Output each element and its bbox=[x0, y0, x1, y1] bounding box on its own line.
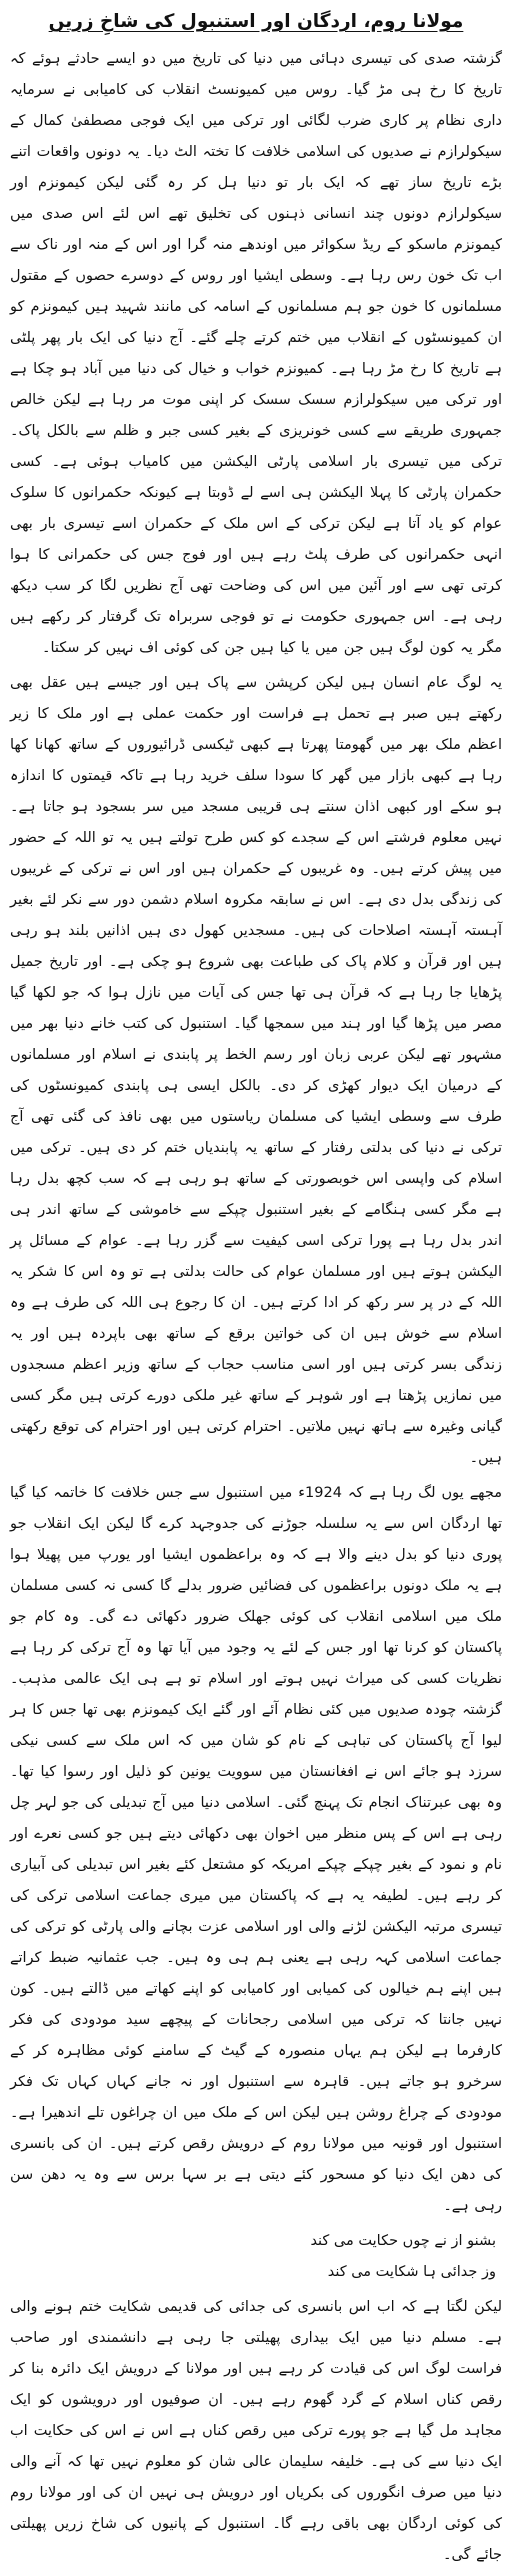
article-closing-paragraph: لیکن لگتا ہے کہ اب اس بانسری کی جدائی کی قدیمی شکایت ختم ہونے والی ہے۔ مسلم دنیا میں ایک بیداری پھیلتی جا رہی ہے دانشمندی اور صاحب فراست لوگ اس کی قیادت کر رہے ہیں اور مولانا کے درویش ایک دائرہ بنا کر رقص کناں اسلام کے گرد گھوم رہے ہیں۔ ان صوفیوں اور درویشوں کو ایک مجاہد مل گیا ہے جو پورے ترکی میں رقص کناں ہے اس نے اس کی حکایت اب ایک دنیا سے کی ہے۔ خلیفہ سلیمان عالی شان کو معلوم نہیں تھا کہ آنے والی دنیا میں صرف انگوروں کی بکریاں اور درویش ہی نہیں ان کی اور مولانا روم کی کوئی اردگان بھی باقی رہے گا۔ استنبول کے پانیوں کی شاخ زریں پھیلتی جائے گی۔ bbox=[10, 2299, 502, 2563]
article-title: مولانا روم، اردگان اور استنبول کی شاخِ زریں bbox=[48, 11, 464, 32]
persian-verse bbox=[10, 2226, 502, 2288]
article-paragraph-2: یہ لوگ عام انسان ہیں لیکن کرپشن سے پاک ہیں اور جیسے ہیں عقل بھی رکھتے ہیں صبر ہے تحمل ہے فراست اور حکمت عملی ہے اور ملک کا زیر اعظم ملک بھر میں گھومتا پھرتا ہے کبھی ٹیکسی ڈرائیوروں کے ساتھ کھانا کھا رہا ہے کبھی بازار میں گھر کا سودا سلف خرید رہا ہے تاکہ قیمتوں کا اندازہ ہو سکے اور کبھی اذان سنتے ہی قریبی مسجد میں سر بسجود ہو جاتا ہے۔ نہیں معلوم فرشتے اس کے سجدے کو کس طرح تولتے ہیں یہ تو اللہ کے حضور میں پیش کرتے ہیں۔ وہ غریبوں کے حکمران ہیں اور اس نے ترکی کے غریبوں کی زندگی بدل دی ہے۔ اس نے سابقہ مکروہ اسلام دشمن دور سے نکر لئے بغیر آہستہ آہستہ اصلاحات کی ہیں۔ مسجدیں کھول دی ہیں اذانیں بلند ہو رہی ہیں اور قرآن و کلام پاک کی طباعت بھی شروع ہو چکی ہے۔ اور تاریخ جمیل پڑھایا جا رہا ہے کہ قرآن ہی تھا جس کی آیات میں نازل ہوا کہ جو لکھا گیا مصر میں پڑھا گیا اور ہند میں سمجھا گیا۔ استنبول کی کتب خانے دنیا بھر میں مشہور تھے لیکن عربی زبان اور رسم الخط پر پابندی نے اسلام اور مسلمانوں کے درمیان ایک دیوار کھڑی کر دی۔ بالکل ایسی ہی پابندی کمیونسٹوں کی طرف سے وسطی ایشیا کی مسلمان ریاستوں میں بھی نافذ کی گئی تھی آج ترکی نے دنیا کی بدلتی رفتار کے ساتھ یہ پابندیاں ختم کر دی ہیں۔ ترکی میں اسلام کی واپسی اس خوبصورتی کے ساتھ ہو رہی ہے کہ سب کچھ بدل رہا ہے مگر کسی ہنگامے کے بغیر استنبول چپکے سے خاموشی کے ساتھ اندر ہی اندر بدل رہا ہے پورا ترکی اسی کیفیت سے گزر رہا ہے۔ عوام کے مسائل پر الیکشن ہوتے ہیں اور مسلمان عوام کی حالت بدلتی ہے تو وہ اس کا شکر یہ اللہ کے در پر سر رکھ کر ادا کرتے ہیں۔ ان کا رجوع ہی اللہ کی طرف ہے وہ اسلام سے خوش ہیں ان کی خواتین برقع کے ساتھ بھی باپردہ ہیں اور یہ زندگی بسر کرتی ہیں اور اسی مناسب حجاب کے ساتھ وزیر اعظم مسجدوں میں نمازیں پڑھتا ہے اور شوہر کے ساتھ غیر ملکی دورے کرتی ہیں مگر کسی گیانی وغیرہ سے ہاتھ نہیں ملاتیں۔ احترام کرتی ہیں اور احترام کی توقع رکھتی ہیں۔ bbox=[10, 675, 502, 1466]
verse-line-1: بشنو از نے چوں حکایت می کند bbox=[310, 2233, 496, 2249]
verse-line-2: وز جدائی ہا شکایت می کند bbox=[327, 2264, 496, 2280]
article-paragraph-3: مجھے یوں لگ رہا ہے کہ 1924ء میں استنبول سے جس خلافت کا خاتمہ کیا گیا تھا اردگان اس سے یہ سلسلہ جوڑنے کی جدوجہد کرے گا لیکن ایک انقلاب جو پوری دنیا کو بدل دینے والا ہے کہ وہ براعظموں ایشیا اور یورپ میں پھیلا ہوا ہے یہ ملک دونوں براعظموں کی فضائیں ضرور بدلے گا کسی نہ کسی مسلمان ملک میں اسلامی انقلاب کی کوئی جھلک ضرور دکھائی دے گی۔ وہ کام جو پاکستان کو کرنا تھا اور جس کے لئے یہ وجود میں آیا تھا وہ آج ترکی کر رہا ہے نظریات کسی کی میراث نہیں ہوتے اور اسلام تو ہے ہی ایک عالمی مذہب۔ گزشتہ چودہ صدیوں میں کئی نظام آئے اور گئے ایک کیمونزم بھی تھا جس کا ہر لیوا آج پاکستان کی تباہی کے نام کو شان میں کہ اس ملک سے کسی نیکی سرزد ہو جائے اس نے افغانستان میں سوویت یونین کو ذلیل اور رسوا کیا تھا۔ وہ بھی عبرتناک انجام تک پہنچ گئی۔ اسلامی دنیا میں آج تبدیلی کی جو لہر چل رہی ہے اس کے پس منظر میں اخوان بھی دکھائی دیتے ہیں جو کسی نعرے اور نام و نمود کے بغیر چپکے چپکے امریکہ کو مشتعل کئے بغیر اس تبدیلی کی آبیاری کر رہے ہیں۔ لطیفہ یہ ہے کہ پاکستان میں میری جماعت اسلامی ترکی کی تیسری مرتبہ الیکشن لڑنے والی اور اسلامی عزت بچانے والی پارٹی کو ترکی کی جماعت اسلامی کہہ رہی ہے یعنی ہم ہی وہ ہیں۔ جب عثمانیہ ضبط کراتے ہیں اپنے ہم خیالوں کی کمیابی اور کامیابی کو اپنے کھاتے میں ڈالتے ہیں۔ کون نہیں جانتا کہ ترکی میں اسلامی رجحانات کے پیچھے سید مودودی کی فکر کارفرما ہے لیکن ہم یہاں منصورہ کے گیٹ کے سامنے کوئی مظاہرہ کر کے سرخرو ہو جاتے ہیں۔ قاہرہ سے استنبول اور نہ جانے کہاں کہاں تک فکر مودودی کے چراغ روشن ہیں لیکن اس کے ملک میں ان چراغوں تلے اندھیرا ہے۔ استنبول اور قونیہ میں مولانا روم کے درویش رقص کرتے ہیں۔ ان کی بانسری کی دھن ایک دنیا کو مسحور کئے دیتی ہے بر سہا برس سے وہ یہ دھن سن رہی ہے۔ bbox=[10, 1485, 502, 2214]
article-paragraph-1: گزشتہ صدی کی تیسری دہائی میں دنیا کی تاریخ میں دو ایسے حادثے ہوئے کہ تاریخ کا رخ ہی مڑ گیا۔ روس میں کمیونسٹ انقلاب کی کامیابی نے سرمایہ داری نظام پر کاری ضرب لگائی اور ترکی میں ایک فوجی مصطفیٰ کمال کے سیکولرازم نے صدیوں کی اسلامی خلافت کا تختہ الٹ دیا۔ یہ دونوں واقعات اتنے بڑے تاریخ ساز تھے کہ ایک بار تو دنیا ہل کر رہ گئی لیکن کیمونزم اور سیکولرازم دونوں چند انسانی ذہنوں کی تخلیق تھے اس لئے اس صدی میں کیمونزم ماسکو کے ریڈ سکوائر میں اوندھے منہ گرا اور اس کے منہ اور ناک سے اب تک خون رس رہا ہے۔ وسطی ایشیا اور روس کے دوسرے حصوں کے مقتول مسلمانوں کا خون جو ہم مسلمانوں کے اسامہ کی مانند شہید ہیں کیمونزم کو ان کمیونسٹوں کے انقلاب میں ختم کرتے چلے گئے۔ آج دنیا کی ایک بار پھر پلٹی ہے تاریخ کا رخ مڑ رہا ہے۔ کمیونزم خواب و خیال کی دنیا میں آباد ہو چکا ہے اور ترکی میں سیکولرازم سسک سسک کر اپنی موت مر رہا ہے لیکن خالص جمہوری طریقے سے کسی خونریزی کے بغیر کسی جبر و ظلم سے بالکل پاک۔ ترکی میں تیسری بار اسلامی پارٹی الیکشن میں کامیاب ہوئی ہے۔ کسی حکمران پارٹی کا پہلا الیکشن ہی اسے لے ڈوبتا ہے کیونکہ حکمرانوں کا سلوک عوام کو یاد آتا ہے لیکن ترکی کے اس ملک کے حکمران اسے تیسری بار بھی انہی حکمرانوں کی طرف پلٹ رہے ہیں اور فوج جس کی حکمرانی کا ہوا کرتی تھی سے اور آئین میں اس کی وضاحت تھی آج نظریں لگا کر سب دیکھ رہی ہے۔ اس جمہوری حکومت نے تو فوجی سربراہ تک گرفتار کر رکھے ہیں مگر یہ کون لوگ ہیں جن میں یا کیا ہیں جن کی کوئی اف نہیں کر سکتا۔ bbox=[10, 51, 502, 656]
